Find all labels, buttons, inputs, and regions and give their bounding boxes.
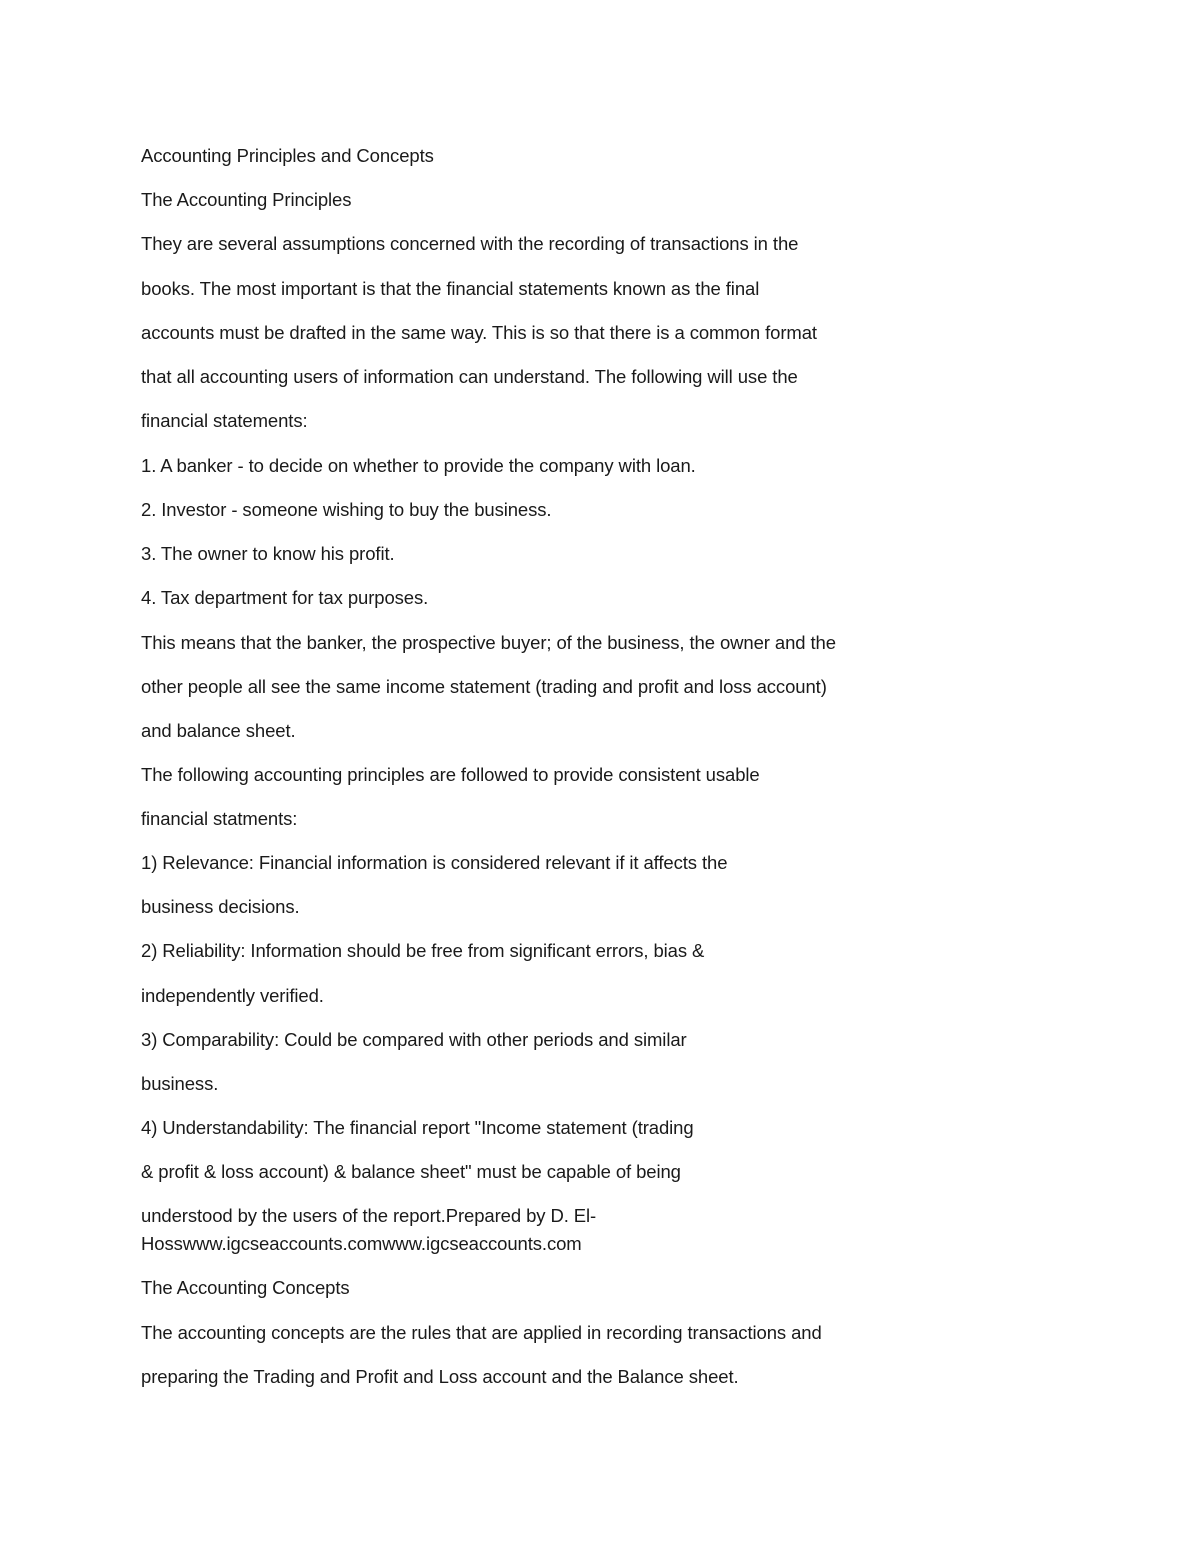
paragraph-line: accounts must be drafted in the same way. This is so that there is a common format (141, 322, 817, 343)
list-item-continuation: & profit & loss account) & balance sheet" must be capable of being (141, 1161, 681, 1182)
list-item-continuation: business. (141, 1073, 219, 1094)
list-item: 1. A banker - to decide on whether to provide the company with loan. (141, 455, 696, 476)
paragraph-line: other people all see the same income statement (trading and profit and loss account) (141, 676, 827, 697)
list-item: 3. The owner to know his profit. (141, 543, 395, 564)
section-heading-concepts: The Accounting Concepts (141, 1277, 350, 1298)
paragraph-line: preparing the Trading and Profit and Loss account and the Balance sheet. (141, 1366, 739, 1387)
author-credit-line: Hosswww.igcseaccounts.comwww.igcseaccounts.com (141, 1233, 582, 1254)
list-item: 2. Investor - someone wishing to buy the business. (141, 499, 552, 520)
paragraph-line: financial statements: (141, 410, 308, 431)
paragraph-line: financial statments: (141, 808, 298, 829)
section-heading-principles: The Accounting Principles (141, 189, 352, 210)
paragraph-line: and balance sheet. (141, 720, 296, 741)
list-item-continuation: understood by the users of the report.Prepared by D. El- (141, 1205, 597, 1226)
list-item-continuation: business decisions. (141, 896, 300, 917)
list-item: 2) Reliability: Information should be free from significant errors, bias & (141, 940, 705, 961)
list-item: 4. Tax department for tax purposes. (141, 587, 429, 608)
paragraph-line: books. The most important is that the financial statements known as the final (141, 278, 760, 299)
paragraph-line: They are several assumptions concerned with the recording of transactions in the (141, 233, 799, 254)
paragraph-line: The following accounting principles are followed to provide consistent usable (141, 764, 760, 785)
list-item-continuation: independently verified. (141, 985, 324, 1006)
paragraph-line: The accounting concepts are the rules that are applied in recording transactions and (141, 1322, 822, 1343)
list-item: 4) Understandability: The financial report "Income statement (trading (141, 1117, 694, 1138)
document-title: Accounting Principles and Concepts (141, 145, 434, 166)
list-item: 3) Comparability: Could be compared with other periods and similar (141, 1029, 687, 1050)
paragraph-line: This means that the banker, the prospective buyer; of the business, the owner and the (141, 632, 836, 653)
paragraph-line: that all accounting users of information can understand. The following will use the (141, 366, 798, 387)
list-item: 1) Relevance: Financial information is considered relevant if it affects the (141, 852, 728, 873)
